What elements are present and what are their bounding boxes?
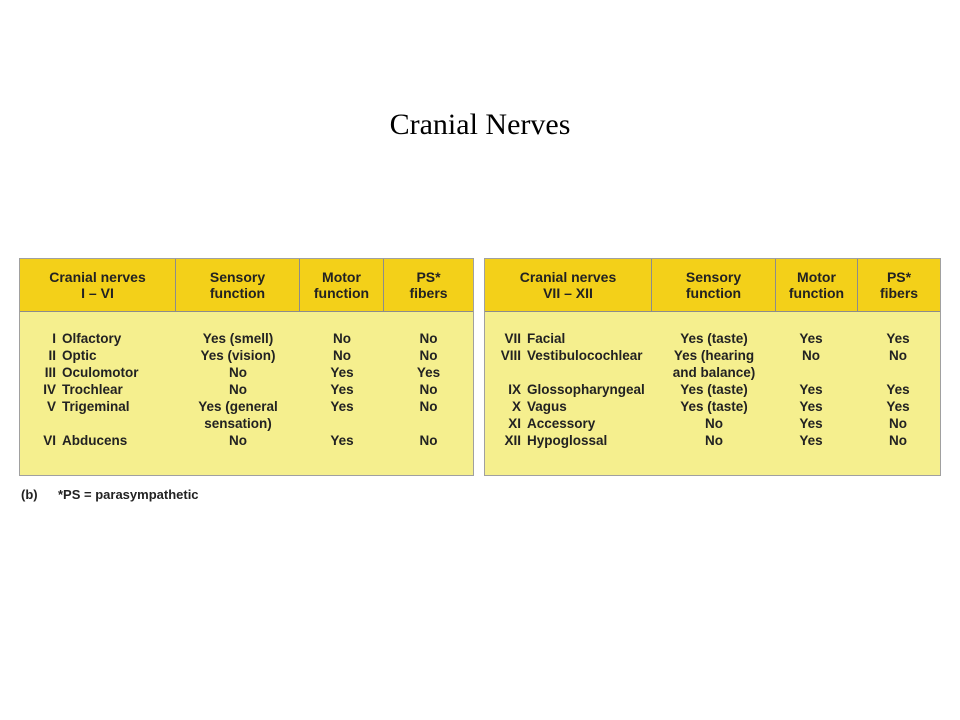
sensory-value: No bbox=[229, 365, 247, 380]
header-motor-line1: Motor bbox=[322, 269, 361, 285]
sensory-value: Yes (hearing and balance) bbox=[672, 348, 756, 380]
motor-value: Yes bbox=[799, 331, 823, 346]
nerve-name: Optic bbox=[62, 348, 97, 363]
sensory-value: No bbox=[229, 382, 247, 397]
table-row bbox=[20, 364, 473, 381]
table-row bbox=[485, 330, 940, 347]
figure-label: (b) bbox=[21, 487, 38, 502]
table-body bbox=[485, 330, 940, 449]
table-header bbox=[20, 259, 473, 312]
motor-value: Yes bbox=[799, 382, 823, 397]
header-motor-line2: function bbox=[313, 285, 370, 301]
motor-value: No bbox=[333, 348, 351, 363]
ps-value: No bbox=[889, 348, 907, 363]
table-row bbox=[20, 398, 473, 432]
table-body bbox=[20, 330, 473, 449]
sensory-value: Yes (smell) bbox=[202, 331, 274, 346]
nerve-number: X bbox=[511, 399, 521, 414]
nerve-name: Vestibulocochlear bbox=[527, 348, 643, 363]
sensory-value: Yes (taste) bbox=[680, 382, 748, 397]
header-motor-line2: function bbox=[788, 285, 845, 301]
ps-value: Yes bbox=[886, 399, 910, 414]
motor-value: No bbox=[333, 331, 351, 346]
nerve-number: V bbox=[46, 399, 56, 414]
motor-value: Yes bbox=[799, 433, 823, 448]
sensory-value: Yes (general sensation) bbox=[198, 399, 278, 431]
motor-value: Yes bbox=[330, 365, 354, 380]
nerve-name: Abducens bbox=[62, 433, 128, 448]
table-row bbox=[485, 432, 940, 449]
nerve-name: Trochlear bbox=[62, 382, 123, 397]
header-ps-fibers bbox=[858, 259, 940, 311]
ps-value: No bbox=[419, 399, 438, 414]
table-row bbox=[20, 432, 473, 449]
header-cranial-nerves-line2: I – VI bbox=[81, 285, 114, 301]
table-row bbox=[485, 398, 940, 415]
nerve-number: VI bbox=[43, 433, 56, 448]
table-row bbox=[20, 381, 473, 398]
table-cranial-nerves-i-vi bbox=[19, 258, 474, 476]
nerve-name: Facial bbox=[527, 331, 566, 346]
motor-value: Yes bbox=[330, 382, 354, 397]
motor-value: Yes bbox=[330, 399, 354, 414]
ps-value: No bbox=[889, 416, 907, 431]
sensory-value: Yes (taste) bbox=[680, 399, 748, 414]
table-row bbox=[485, 415, 940, 432]
header-cranial-nerves-line2: VII – XII bbox=[543, 285, 593, 301]
table-row bbox=[20, 330, 473, 347]
header-motor-line1: Motor bbox=[797, 269, 836, 285]
sensory-value: Yes (vision) bbox=[200, 348, 276, 363]
header-sensory-line1: Sensory bbox=[209, 269, 266, 285]
ps-value: Yes bbox=[886, 331, 910, 346]
header-motor-function bbox=[300, 259, 384, 311]
ps-value: Yes bbox=[886, 382, 910, 397]
ps-value: No bbox=[889, 433, 907, 448]
nerve-number: VIII bbox=[500, 348, 521, 363]
header-sensory-line2: function bbox=[685, 285, 742, 301]
sensory-value: Yes (taste) bbox=[680, 331, 748, 346]
header-cranial-nerves bbox=[20, 259, 176, 311]
sensory-value: No bbox=[229, 433, 247, 448]
motor-value: Yes bbox=[330, 433, 354, 448]
header-ps-line1: PS* bbox=[416, 269, 441, 285]
header-cranial-nerves-line1: Cranial nerves bbox=[519, 269, 617, 285]
table-header bbox=[485, 259, 940, 312]
sensory-value: No bbox=[705, 433, 723, 448]
sensory-value: No bbox=[705, 416, 723, 431]
nerve-name: Oculomotor bbox=[62, 365, 139, 380]
header-sensory-function bbox=[652, 259, 776, 311]
nerve-number: IX bbox=[508, 382, 521, 397]
header-ps-line1: PS* bbox=[886, 269, 912, 285]
nerve-name: Vagus bbox=[527, 399, 567, 414]
header-ps-fibers bbox=[384, 259, 473, 311]
nerve-number: VII bbox=[504, 331, 521, 346]
table-row bbox=[485, 347, 940, 381]
nerve-number: III bbox=[44, 365, 56, 380]
nerve-number: II bbox=[48, 348, 56, 363]
header-sensory-function bbox=[176, 259, 300, 311]
slide-title: Cranial Nerves bbox=[389, 108, 571, 141]
ps-value: Yes bbox=[416, 365, 441, 380]
footnote: *PS = parasympathetic bbox=[58, 487, 199, 502]
nerve-number: IV bbox=[43, 382, 56, 397]
nerve-name: Trigeminal bbox=[62, 399, 130, 414]
motor-value: Yes bbox=[799, 399, 823, 414]
nerve-number: I bbox=[52, 331, 56, 346]
header-cranial-nerves bbox=[485, 259, 652, 311]
motor-value: No bbox=[802, 348, 820, 363]
header-sensory-line2: function bbox=[209, 285, 266, 301]
header-sensory-line1: Sensory bbox=[685, 269, 742, 285]
header-ps-line2: fibers bbox=[409, 285, 448, 301]
header-ps-line2: fibers bbox=[879, 285, 919, 301]
nerve-number: XII bbox=[504, 433, 521, 448]
table-row bbox=[485, 381, 940, 398]
table-row bbox=[20, 347, 473, 364]
header-motor-function bbox=[776, 259, 858, 311]
nerve-name: Hypoglossal bbox=[527, 433, 608, 448]
ps-value: No bbox=[419, 331, 438, 346]
ps-value: No bbox=[419, 348, 438, 363]
nerve-name: Olfactory bbox=[62, 331, 122, 346]
ps-value: No bbox=[419, 433, 438, 448]
ps-value: No bbox=[419, 382, 438, 397]
motor-value: Yes bbox=[799, 416, 823, 431]
nerve-name: Accessory bbox=[527, 416, 596, 431]
header-cranial-nerves-line1: Cranial nerves bbox=[49, 269, 146, 285]
nerve-name: Glossopharyngeal bbox=[527, 382, 645, 397]
nerve-number: XI bbox=[508, 416, 521, 431]
table-cranial-nerves-vii-xii bbox=[484, 258, 941, 476]
